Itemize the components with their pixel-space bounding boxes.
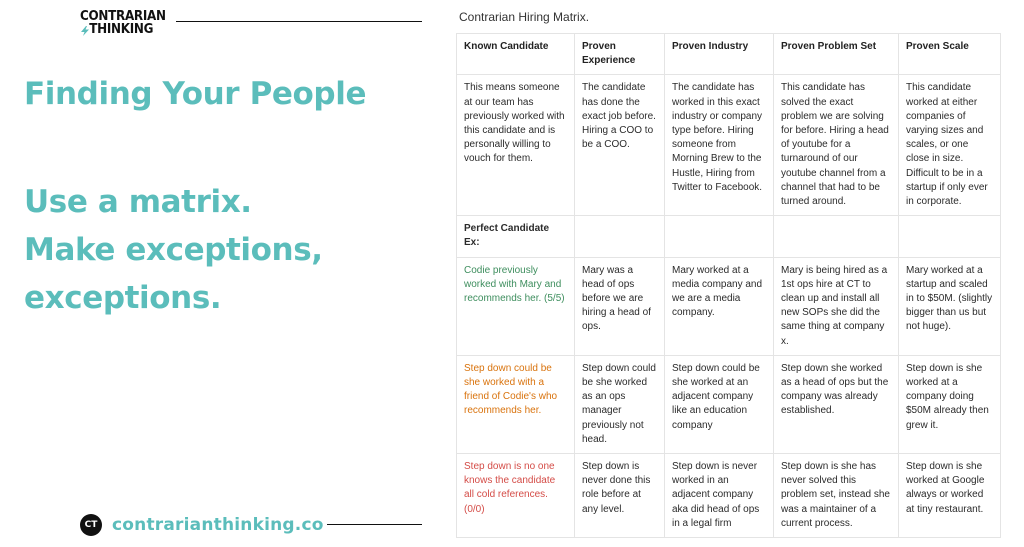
table-cell: Step down is she worked at Google always or worked at tiny restaurant. [899, 454, 1001, 538]
no-references-row [457, 454, 1001, 538]
footer-divider [327, 524, 422, 525]
table-cell: Step down is no one knows the candidate all cold references. (0/0) [457, 454, 575, 538]
header-proven-scale: Proven Scale [899, 34, 1001, 75]
example-label: Perfect Candidate Ex: [457, 216, 575, 257]
table-cell: Step down is she worked at a company doing $50M already then grew it. [899, 355, 1001, 453]
header-known-candidate: Known Candidate [457, 34, 575, 75]
table-cell: Step down is never done this role before at any level. [575, 454, 665, 538]
table-cell: Step down is she has never solved this problem set, instead she was a maintainer of a current process. [774, 454, 899, 538]
slide-subline [24, 178, 444, 322]
table-cell: Step down is never worked in an adjacent company aka did head of ops in a legal firm [665, 454, 774, 538]
header-divider [176, 21, 422, 22]
footer-url[interactable]: contrarianthinking.co [112, 515, 324, 535]
hiring-matrix-table [456, 33, 1001, 538]
table-cell: Mary was a head of ops before we are hiring a head of ops. [575, 257, 665, 355]
header-proven-problem-set: Proven Problem Set [774, 34, 899, 75]
table-cell: Mary worked at a media company and we are a media company. [665, 257, 774, 355]
logo-line-2: THINKING [89, 22, 154, 37]
header-row [457, 34, 1001, 75]
table-cell: Step down could be she worked as an ops manager previously not head. [575, 355, 665, 453]
table-cell [899, 216, 1001, 257]
table-cell [665, 216, 774, 257]
slide-headline: Finding Your People [24, 76, 367, 112]
table-cell: Mary is being hired as a 1st ops hire at CT to clean up and install all new SOPs she did the same thing at company x. [774, 257, 899, 355]
header-proven-industry: Proven Industry [665, 34, 774, 75]
definition-row [457, 75, 1001, 216]
table-cell: Step down could be she worked at an adjacent company like an education company [665, 355, 774, 453]
table-cell [575, 216, 665, 257]
subline-line-1: Use a matrix. [24, 184, 252, 220]
table-cell [774, 216, 899, 257]
table-cell: The candidate has worked in this exact industry or company type before. Hiring someone from Morning Brew to the Hustle, Hiring from Twitter to Facebook. [665, 75, 774, 216]
step-down-row [457, 355, 1001, 453]
subline-line-2: Make exceptions, [24, 232, 323, 268]
table-cell: The candidate has done the exact job before. Hiring a COO to be a COO. [575, 75, 665, 216]
matrix-title: Contrarian Hiring Matrix. [459, 10, 590, 24]
table-cell: This candidate has solved the exact problem we are solving for before. Hiring a head of youtube for a turnaround of our youtube channel from a channel that had to be turned around. [774, 75, 899, 216]
perfect-candidate-row [457, 257, 1001, 355]
table-cell: Codie previously worked with Mary and recommends her. (5/5) [457, 257, 575, 355]
ct-badge-icon: CT [80, 514, 102, 536]
subline-line-3: exceptions. [24, 280, 222, 316]
contrarian-thinking-logo [80, 9, 166, 38]
header-proven-experience: Proven Experience [575, 34, 665, 75]
table-cell: This means someone at our team has previously worked with this candidate and is personally willing to vouch for them. [457, 75, 575, 216]
table-cell: Step down she worked as a head of ops but the company was already established. [774, 355, 899, 453]
table-cell: Step down could be she worked with a friend of Codie's who recommends her. [457, 355, 575, 453]
example-label-row [457, 216, 1001, 257]
logo-line-1: CONTRARIAN [80, 9, 166, 24]
lightning-bolt-icon [80, 26, 90, 36]
table-cell: Mary worked at a startup and scaled in to $50M. (slightly bigger than us but not huge). [899, 257, 1001, 355]
table-cell: This candidate worked at either companies of varying sizes and scales, or one close in size. Difficult to be in a startup if only ever in corporate. [899, 75, 1001, 216]
